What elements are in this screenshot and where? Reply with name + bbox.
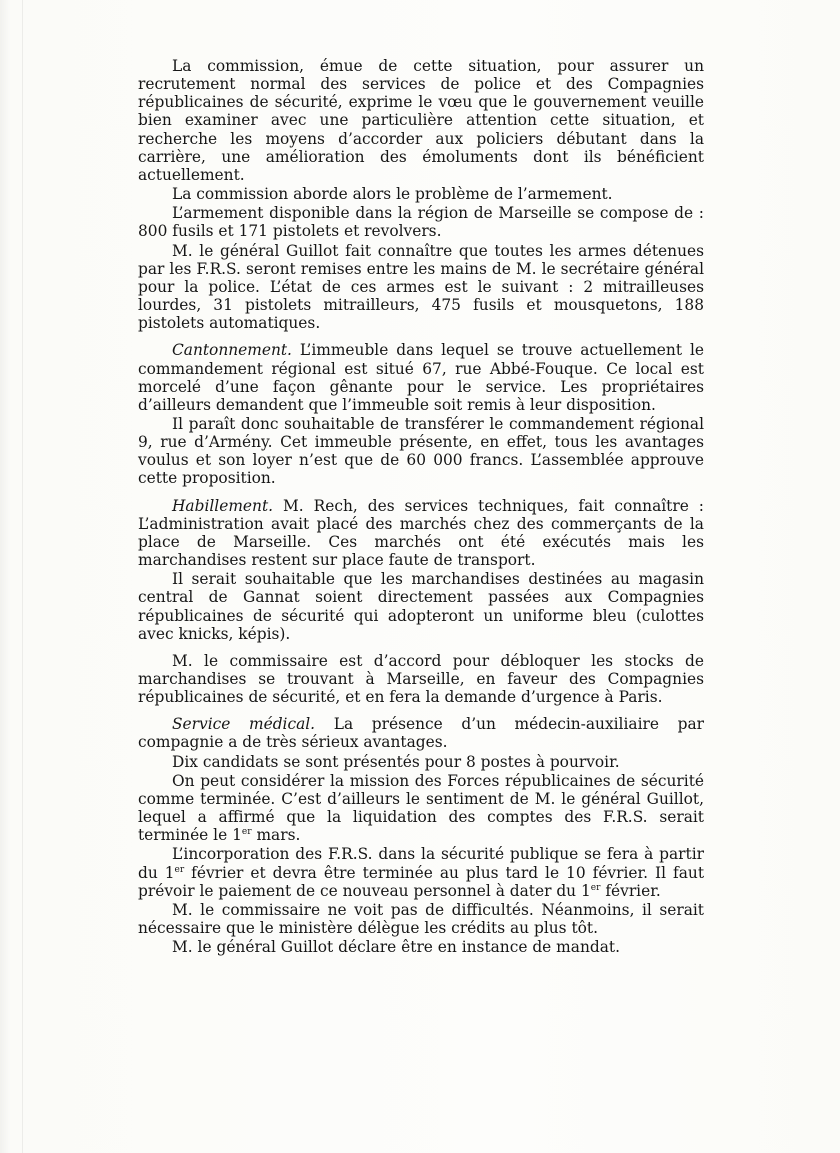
paragraph-mission-terminated [138, 772, 704, 845]
ordinal-superscript: er [590, 882, 601, 893]
paragraph-text: Dix candidats se sont présentés pour 8 postes à pourvoir. [172, 752, 620, 771]
paragraph-mandate [138, 938, 704, 956]
paragraph-text: L’immeuble dans lequel se trouve actuellement le commandement régional est situé 67, rue Abbé-Fouque. Ce local est morcelé d’une façon gênante pour le service. Les propriétaires d’ailleurs demandent que l’immeuble soit remis à leur disposition. [138, 341, 704, 414]
paragraph-text-tail: février et devra être terminée au plus tard le 10 février. Il faut prévoir le paiement de ce nouveau personnel à dater du 1 [138, 863, 704, 900]
paragraph-cantonnement [138, 341, 704, 414]
paragraph-armament-available [138, 204, 704, 240]
paragraph-text: M. le commissaire est d’accord pour débloquer les stocks de marchandises se trouvant à Marseille, en faveur des Compagnies républicaines de sécurité, et en fera la demande d’urgence à Paris. [138, 651, 704, 707]
section-lead: Habillement. [172, 496, 274, 515]
paragraph-habillement [138, 497, 704, 570]
ordinal-superscript: er [174, 864, 185, 875]
paragraph-text: On peut considérer la mission des Forces républicaines de sécurité comme terminée. C’est d’ailleurs le sentiment de M. le général Guillot, lequel a affirmé que la liquidation des comptes des F.R.S. serait terminée le 1 [138, 771, 704, 845]
paragraph-recruitment [138, 57, 704, 184]
paragraph-text: La commission, émue de cette situation, pour assurer un recrutement normal des services de police et des Compagnies républicaines de sécurité, exprime le vœu que le gouvernement veuille bien examiner avec une particulière attention cette situation, et recherche les moyens d’accorder aux policiers débutant dans la carrière, une amélioration des émoluments dont ils bénéficient actuellement. [138, 57, 704, 184]
paragraph-armament-intro [138, 185, 704, 203]
paragraph-text: Il paraît donc souhaitable de transférer le commandement régional 9, rue d’Armény. Cet immeuble présente, en effet, tous les avantages voulus et son loyer n’est que de 60 000 francs. L’assemblée approuve cette proposition. [138, 414, 704, 488]
paragraph-transfer-hq [138, 415, 704, 488]
paragraph-text: M. le général Guillot déclare être en instance de mandat. [172, 938, 620, 957]
paragraph-candidates [138, 753, 704, 771]
paragraph-uniform [138, 570, 704, 643]
paragraph-text: Il serait souhaitable que les marchandises destinées au magasin central de Gannat soient directement passées aux Compagnies républicaines de sécurité qui adopteront un uniforme bleu (culottes avec knicks, képis). [138, 570, 704, 643]
paragraph-incorporation [138, 845, 704, 899]
ordinal-superscript: er [241, 827, 252, 838]
section-lead: Service médical. [172, 715, 316, 734]
paragraph-text: M. le commissaire ne voit pas de difficultés. Néanmoins, il serait nécessaire que le ministère délègue les crédits au plus tôt. [138, 900, 704, 938]
paragraph-text: L’incorporation des F.R.S. dans la sécurité publique se fera à partir du 1 [138, 845, 704, 882]
paragraph-text: La présence d’un médecin-auxiliaire par compagnie a de très sérieux avantages. [138, 715, 704, 752]
paragraph-text: L’armement disponible dans la région de Marseille se compose de : 800 fusils et 171 pistolets et revolvers. [138, 204, 704, 241]
paragraph-credits [138, 901, 704, 937]
paragraph-commissioner-stocks [138, 652, 704, 706]
paragraph-service-medical [138, 715, 704, 751]
paragraph-text: M. Rech, des services techniques, fait connaître : L’administration avait placé des marchés chez des commerçants de la place de Marseille. Ces marchés ont été exécutés mais les marchandises restent sur place faute de transport. [138, 496, 704, 570]
paragraph-weapons-state [138, 242, 704, 333]
document-body [138, 57, 704, 957]
section-lead: Cantonnement. [172, 341, 292, 360]
paragraph-text: La commission aborde alors le problème de l’armement. [172, 185, 613, 204]
paragraph-text-tail: février. [600, 881, 661, 900]
page-edge-shadow [22, 0, 23, 1153]
paragraph-text-tail: mars. [251, 826, 301, 845]
paragraph-text: M. le général Guillot fait connaître que toutes les armes détenues par les F.R.S. seront remises entre les mains de M. le secrétaire général pour la police. L’état de ces armes est le suivant : 2 mitrailleuses lourdes, 31 pistolets mitrailleurs, 475 fusils et mousquetons, 188 pistolets automatiques. [138, 241, 704, 333]
